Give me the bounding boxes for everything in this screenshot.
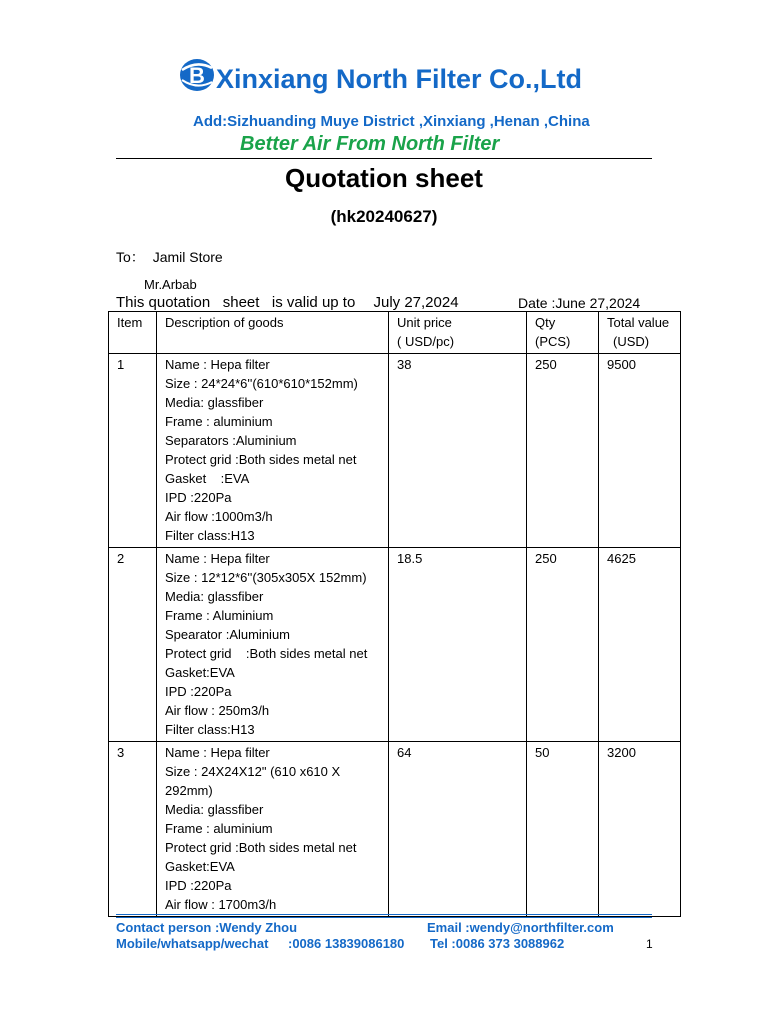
- header-qty-unit: (PCS): [535, 334, 571, 349]
- row-item: 3: [109, 742, 157, 917]
- north-filter-logo-icon: [178, 56, 218, 94]
- description-line: Protect grid :Both sides metal net: [165, 646, 368, 661]
- validity-statement: [116, 294, 459, 311]
- description-line: Gasket:EVA: [165, 665, 235, 680]
- footer-email: Email :wendy@northfilter.com: [427, 920, 614, 935]
- row-unit-price: 64: [389, 742, 527, 917]
- description-line: IPD :220Pa: [165, 878, 232, 893]
- description-line: Frame : aluminium: [165, 414, 273, 429]
- description-line: IPD :220Pa: [165, 490, 232, 505]
- quotation-table: [108, 311, 681, 917]
- description-line: Spearator :Aluminium: [165, 627, 290, 642]
- header-qty-label: Qty: [535, 315, 556, 330]
- footer-divider: [116, 914, 652, 915]
- document-title: Quotation sheet: [285, 163, 483, 193]
- description-line: Air flow : 250m3/h: [165, 703, 270, 718]
- description-line: Frame : aluminium: [165, 821, 273, 836]
- company-address: Add:Sizhuanding Muye District ,Xinxiang ,Henan ,China: [193, 113, 590, 130]
- description-line: IPD :220Pa: [165, 684, 232, 699]
- header-unit-price: [389, 312, 527, 354]
- row-unit-price: 38: [389, 354, 527, 548]
- recipient-name: Jamil Store: [152, 249, 223, 265]
- row-item: 2: [109, 548, 157, 742]
- description-line: Separators :Aluminium: [165, 433, 297, 448]
- table-row: [109, 548, 681, 742]
- company-slogan: Better Air From North Filter: [240, 133, 500, 155]
- description-line: Size : 24*24*6''(610*610*152mm): [165, 376, 358, 391]
- description-line: Media: glassfiber: [165, 589, 264, 604]
- row-total: 3200: [599, 742, 681, 917]
- header-unit-price-unit: ( USD/pc): [397, 334, 455, 349]
- header-qty: [527, 312, 599, 354]
- description-line: Filter class:H13: [165, 528, 255, 543]
- recipient-label: To：: [116, 249, 145, 265]
- header-item: Item: [109, 312, 157, 354]
- footer-mobile-label: Mobile/whatsapp/wechat: [116, 936, 269, 951]
- header-unit-price-label: Unit price: [397, 315, 452, 330]
- row-total: 9500: [599, 354, 681, 548]
- description-line: Frame : Aluminium: [165, 608, 274, 623]
- row-qty: 250: [527, 354, 599, 548]
- description-line: Filter class:H13: [165, 722, 255, 737]
- validity-date: July 27,2024: [373, 294, 459, 311]
- table-row: [109, 354, 681, 548]
- description-line: Size : 24X24X12" (610 x610 X: [165, 764, 341, 779]
- row-unit-price: 18.5: [389, 548, 527, 742]
- description-line: Air flow :1000m3/h: [165, 509, 273, 524]
- table-row: [109, 742, 681, 917]
- description-line: Air flow : 1700m3/h: [165, 897, 277, 912]
- footer-mobile-number: :0086 13839086180: [288, 936, 405, 951]
- company-name: Xinxiang North Filter Co.,Ltd: [216, 64, 582, 94]
- row-qty: 250: [527, 548, 599, 742]
- description-line: Media: glassfiber: [165, 802, 264, 817]
- row-description: [157, 354, 389, 548]
- footer-contact-person: Contact person :Wendy Zhou: [116, 920, 298, 935]
- header-total: [599, 312, 681, 354]
- description-line: Protect grid :Both sides metal net: [165, 452, 357, 467]
- recipient: [116, 247, 223, 267]
- description-line: Size : 12*12*6''(305x305X 152mm): [165, 570, 367, 585]
- footer-telephone: Tel :0086 373 3088962: [430, 936, 565, 951]
- row-description: [157, 548, 389, 742]
- row-description: [157, 742, 389, 917]
- description-line: Protect grid :Both sides metal net: [165, 840, 357, 855]
- description-line: Name : Hepa filter: [165, 357, 270, 372]
- description-line: Gasket:EVA: [165, 859, 235, 874]
- header-divider: [116, 158, 652, 159]
- footer-divider: [116, 917, 652, 918]
- validity-text: This quotation sheet is valid up to: [116, 294, 356, 311]
- quotation-date: Date :June 27,2024: [518, 295, 641, 311]
- header-total-unit: (USD): [613, 334, 650, 349]
- row-total: 4625: [599, 548, 681, 742]
- description-line: Name : Hepa filter: [165, 745, 270, 760]
- svg-text:B: B: [189, 63, 205, 88]
- quotation-reference: (hk20240627): [330, 207, 438, 226]
- row-item: 1: [109, 354, 157, 548]
- description-line: Gasket :EVA: [165, 471, 250, 486]
- recipient-contact: Mr.Arbab: [144, 277, 197, 292]
- description-line: Media: glassfiber: [165, 395, 264, 410]
- table-header-row: [109, 312, 681, 354]
- page-number: 1: [646, 937, 653, 951]
- row-qty: 50: [527, 742, 599, 917]
- description-line: Name : Hepa filter: [165, 551, 270, 566]
- header-total-label: Total value: [607, 315, 670, 330]
- description-line: 292mm): [165, 783, 213, 798]
- header-description: Description of goods: [157, 312, 389, 354]
